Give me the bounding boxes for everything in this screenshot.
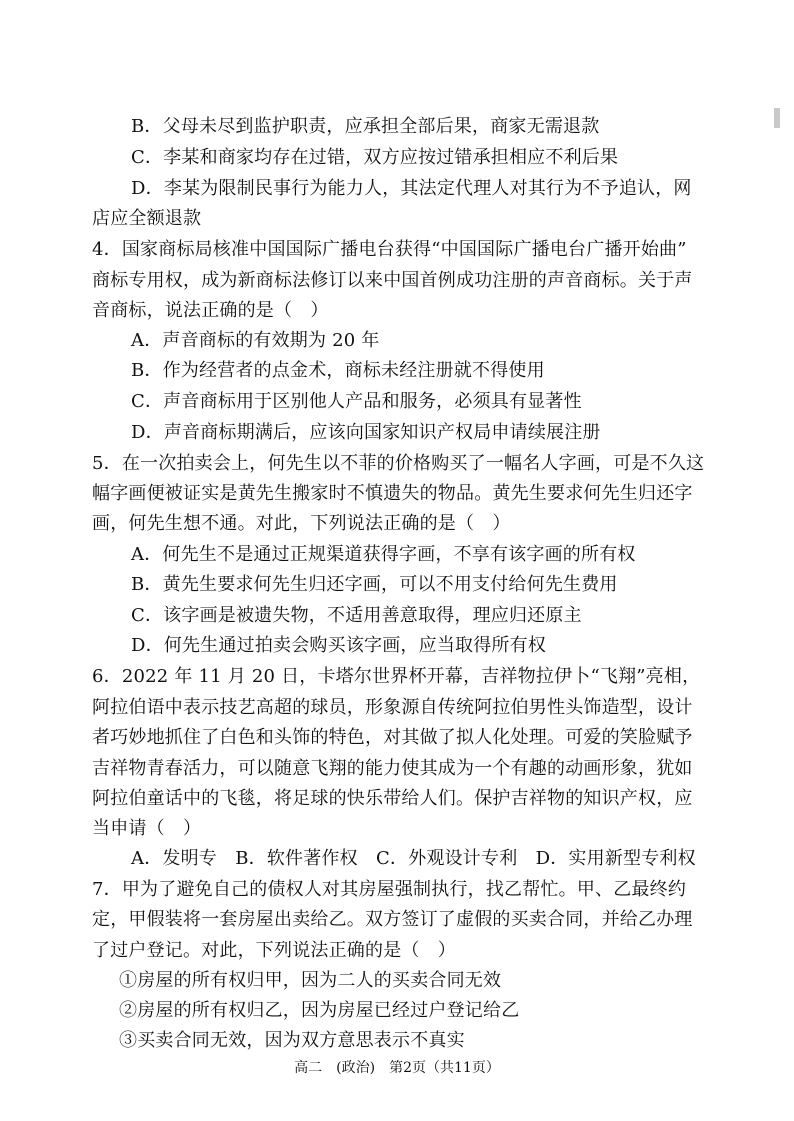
q5-option-d: D．何先生通过拍卖会购买该字画，应当取得所有权: [131, 635, 547, 656]
q6-stem-cont: 阿拉伯童话中的飞毯，将足球的快乐带给人们。保护吉祥物的知识产权，应: [92, 788, 693, 809]
q7-stem-cont: 定，甲假装将一套房屋出卖给乙。双方签订了虚假的买卖合同，并给乙办理: [92, 909, 693, 930]
q7-statement-2: ②房屋的所有权归乙，因为房屋已经过户登记给乙: [119, 1000, 520, 1021]
q5-option-b: B．黄先生要求何先生归还字画，可以不用支付给何先生费用: [131, 574, 618, 595]
q3-option-c: C．李某和商家均存在过错，双方应按过错承担相应不利后果: [131, 147, 619, 168]
q7-stem: 7．甲为了避免自己的债权人对其房屋强制执行，找乙帮忙。甲、乙最终约: [92, 879, 687, 900]
q6-stem-cont: 当申请（ ）: [92, 818, 202, 839]
q6-stem-cont: 阿拉伯语中表示技艺高超的球员，形象源自传统阿拉伯男性头饰造型，设计: [92, 697, 693, 718]
q5-stem: 5．在一次拍卖会上，何先生以不菲的价格购买了一幅名人字画，可是不久这: [92, 453, 705, 474]
q4-stem-cont: 音商标，说法正确的是（ ）: [92, 300, 329, 321]
q4-option-a: A．声音商标的有效期为 20 年: [131, 330, 380, 351]
q7-statement-1: ①房屋的所有权归甲，因为二人的买卖合同无效: [119, 970, 502, 991]
q6-options: A．发明专 B．软件著作权 C．外观设计专利 D．实用新型专利权: [131, 848, 696, 869]
q6-stem: 6．2022 年 11 月 20 日，卡塔尔世界杯开幕，吉祥物拉伊卜“飞翔”亮相，: [92, 666, 701, 687]
q4-option-d: D．声音商标期满后，应该向国家知识产权局申请续展注册: [131, 422, 601, 443]
q5-stem-cont: 幅字画便被证实是黄先生搬家时不慎遗失的物品。黄先生要求何先生归还字: [92, 483, 693, 504]
q3-option-b: B．父母未尽到监护职责，应承担全部后果，商家无需退款: [131, 116, 600, 137]
q5-stem-cont: 画，何先生想不通。对此，下列说法正确的是（ ）: [92, 513, 511, 534]
q6-stem-cont: 者巧妙地抓住了白色和头饰的特色，对其做了拟人化处理。可爱的笑脸赋予: [92, 727, 693, 748]
q3-option-d: D．李某为限制民事行为能力人，其法定代理人对其行为不予追认，网: [131, 178, 692, 199]
q4-option-c: C．声音商标用于区别他人产品和服务，必须具有显著性: [131, 391, 582, 412]
q4-stem: 4．国家商标局核准中国国际广播电台获得“中国国际广播电台广播开始曲”: [92, 239, 687, 260]
page-footer: 高二 (政治) 第2页（共11页）: [294, 1060, 500, 1076]
q6-stem-cont: 吉祥物青春活力，可以随意飞翔的能力使其成为一个有趣的动画形象，犹如: [92, 758, 693, 779]
q4-option-b: B．作为经营者的点金术，商标未经注册就不得使用: [131, 360, 545, 381]
q5-option-c: C．该字画是被遗失物，不适用善意取得，理应归还原主: [131, 605, 582, 626]
q4-stem-cont: 商标专用权，成为新商标法修订以来中国首例成功注册的声音商标。关于声: [92, 270, 693, 291]
q3-option-d-cont: 店应全额退款: [92, 208, 202, 229]
q7-stem-cont: 了过户登记。对此，下列说法正确的是（ ）: [92, 940, 456, 961]
q7-statement-3: ③买卖合同无效，因为双方意思表示不真实: [119, 1030, 465, 1051]
binding-edge-mark: [774, 108, 780, 128]
q5-option-a: A．何先生不是通过正规渠道获得字画，不享有该字画的所有权: [131, 544, 636, 565]
